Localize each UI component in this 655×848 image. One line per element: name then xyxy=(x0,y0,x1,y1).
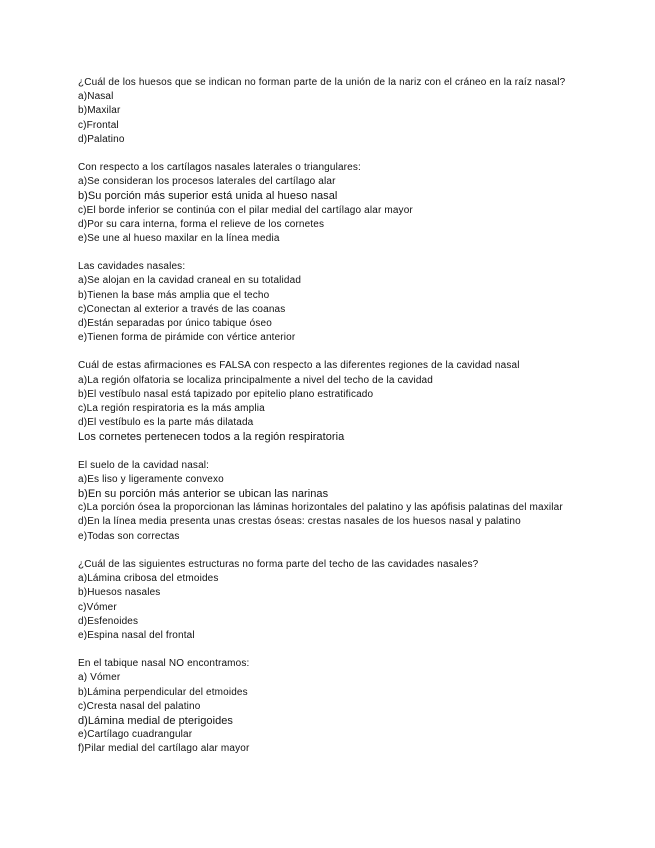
answer-option: d)Están separadas por único tabique óseo xyxy=(78,318,272,330)
answer-option: d)El vestíbulo es la parte más dilatada xyxy=(78,417,254,429)
answer-option: a)Se alojan en la cavidad craneal en su totalidad xyxy=(78,275,302,287)
question-block-3 xyxy=(78,260,578,345)
answer-option-extra: Los cornetes pertenecen todos a la región respiratoria xyxy=(78,431,345,444)
answer-option: c)El borde inferior se continúa con el pilar medial del cartílago alar mayor xyxy=(78,204,413,216)
answer-option: d)Palatino xyxy=(78,133,125,145)
answer-option: d)Lámina medial de pterigoides xyxy=(78,714,233,727)
question-text: Con respecto a los cartílagos nasales laterales o triangulares: xyxy=(78,162,361,174)
question-block-6 xyxy=(78,558,578,643)
answer-option: c)La región respiratoria es la más amplia xyxy=(78,403,265,415)
answer-option: e)Espina nasal del frontal xyxy=(78,629,195,641)
question-text: ¿Cuál de las siguientes estructuras no forma parte del techo de las cavidades nasales? xyxy=(78,558,479,570)
answer-option: d)Esfenoides xyxy=(78,615,139,627)
question-block-5 xyxy=(78,459,578,544)
question-text: ¿Cuál de los huesos que se indican no forman parte de la unión de la nariz con el cráneo en la raíz nasal? xyxy=(78,77,566,88)
answer-option: b)Su porción más superior está unida al hueso nasal xyxy=(78,190,338,203)
answer-option: c)Conectan al exterior a través de las coanas xyxy=(78,303,286,315)
question-block-2 xyxy=(78,161,578,246)
question-text: Las cavidades nasales: xyxy=(78,261,186,273)
answer-option: a)Es liso y ligeramente convexo xyxy=(78,473,224,485)
answer-option: c)Frontal xyxy=(78,119,119,131)
answer-option: a)Se consideran los procesos laterales del cartílago alar xyxy=(78,176,336,188)
answer-option: d)En la línea media presenta unas crestas óseas: crestas nasales de los huesos nasal y palatino xyxy=(78,516,521,528)
answer-option: a)La región olfatoria se localiza principalmente a nivel del techo de la cavidad xyxy=(78,374,433,386)
answer-option: b)En su porción más anterior se ubican las narinas xyxy=(78,488,329,501)
answer-option: c)La porción ósea la proporcionan las láminas horizontales del palatino y las apófisis palatinas del maxilar xyxy=(78,502,563,514)
answer-option: b)Maxilar xyxy=(78,105,121,117)
answer-option: f)Pilar medial del cartílago alar mayor xyxy=(78,743,250,755)
answer-option: d)Por su cara interna, forma el relieve de los cornetes xyxy=(78,218,325,230)
answer-option: a)Lámina cribosa del etmoides xyxy=(78,573,219,585)
question-text: En el tabique nasal NO encontramos: xyxy=(78,658,250,670)
answer-option: c)Cresta nasal del palatino xyxy=(78,700,201,712)
question-block-1 xyxy=(78,76,578,147)
question-text: Cuál de estas afirmaciones es FALSA con respecto a las diferentes regiones de la cavidad nasal xyxy=(78,360,520,372)
answer-option: c)Vómer xyxy=(78,601,117,613)
answer-option: e)Todas son correctas xyxy=(78,530,180,542)
answer-option: e)Se une al hueso maxilar en la línea media xyxy=(78,233,280,245)
question-block-4 xyxy=(78,359,578,444)
answer-option: b)El vestíbulo nasal está tapizado por epitelio plano estratificado xyxy=(78,388,374,400)
answer-option: a)Nasal xyxy=(78,91,114,103)
answer-option: e)Cartílago cuadrangular xyxy=(78,729,193,741)
answer-option: b)Lámina perpendicular del etmoides xyxy=(78,686,248,698)
answer-option: b)Tienen la base más amplia que el techo xyxy=(78,289,270,301)
answer-option: a) Vómer xyxy=(78,672,121,684)
quiz-content xyxy=(78,76,578,771)
question-text: El suelo de la cavidad nasal: xyxy=(78,459,210,471)
answer-option: e)Tienen forma de pirámide con vértice anterior xyxy=(78,332,296,344)
question-block-7 xyxy=(78,657,578,756)
answer-option: b)Huesos nasales xyxy=(78,587,161,599)
